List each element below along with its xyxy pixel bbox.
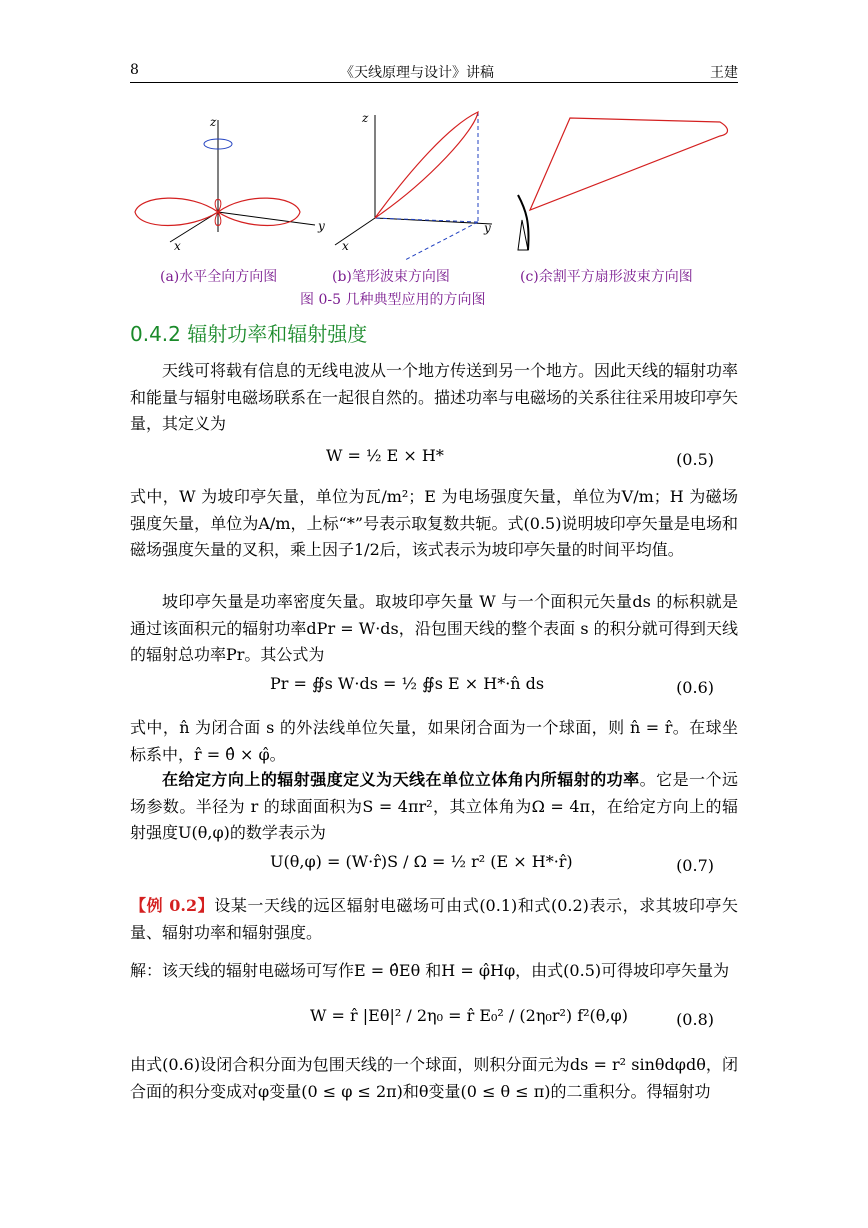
paragraph-4: 式中，n̂ 为闭合面 s 的外法线单位矢量，如果闭合面为一个球面，则 n̂ = r̂。在球坐标系中，r̂ = θ̂ × φ̂。 [130, 718, 738, 764]
caption-a: (a)水平全向方向图 [160, 269, 278, 285]
page-header [130, 58, 738, 83]
y-axis-label-b: y [484, 221, 491, 235]
definition-bold: 在给定方向上的辐射强度定义为天线在单位立体角内所辐射的功率 [162, 770, 640, 789]
caption-b: (b)笔形波束方向图 [332, 269, 450, 285]
figure-title: 图 0-5 几种典型应用的方向图 [300, 292, 486, 308]
example-paragraph [130, 893, 738, 946]
example-text: 设某一天线的远区辐射电磁场可由式(0.1)和式(0.2)表示，求其坡印亭矢量、辐射功率和辐射强度。 [130, 896, 738, 942]
section-heading: 0.4.2 辐射功率和辐射强度 [130, 322, 368, 346]
equation-expr: U(θ,φ) = (W·r̂)S / Ω = ½ r² (E × H*·r̂) [270, 852, 573, 871]
equation-0-5 [130, 440, 738, 480]
paragraph-5-rest: 。它是一个远场参数。半径为 r 的球面面积为S = 4πr²，其立体角为Ω = 4π，在给定方向上的辐射强度U(θ,φ)的数学表示为 [130, 770, 738, 842]
equation-expr: W = ½ E × H* [326, 446, 444, 465]
caption-c: (c)余割平方扇形波束方向图 [520, 269, 693, 285]
equation-number: (0.5) [676, 450, 714, 469]
radiation-pattern-figure [130, 100, 738, 270]
paragraph-2: 式中，W 为坡印亭矢量，单位为瓦/m²；E 为电场强度矢量，单位为V/m；H 为磁场强度矢量，单位为A/m，上标“*”号表示取复数共轭。式(0.5)说明坡印亭矢量是电场和磁场强度矢量的叉积，乘上因子1/2后，该式表示为坡印亭矢量的时间平均值。 [130, 487, 738, 559]
example-label: 【例 0.2】 [130, 896, 215, 915]
equation-number: (0.7) [676, 856, 714, 875]
paragraph-6: 由式(0.6)设闭合积分面为包围天线的一个球面，则积分面元为ds = r² sinθdφdθ，闭合面的积分变成对φ变量(0 ≤ φ ≤ 2π)和θ变量(0 ≤ θ ≤ π)的二重积分。得辐射功 [130, 1055, 738, 1101]
paragraph-3: 坡印亭矢量是功率密度矢量。取坡印亭矢量 W 与一个面积元矢量ds 的标积就是通过该面积元的辐射功率dPr = W·ds，沿包围天线的整个表面 s 的积分就可得到天线的辐射总功率Pr。其公式为 [130, 592, 738, 664]
x-axis-label-b: x [342, 239, 349, 253]
equation-number: (0.8) [676, 1010, 714, 1029]
equation-0-6 [130, 668, 738, 708]
omni-pattern-diagram [135, 115, 325, 253]
paragraph-1: 天线可将载有信息的无线电波从一个地方传送到另一个地方。因此天线的辐射功率和能量与辐射电磁场联系在一起很自然的。描述功率与电磁场的关系往往采用坡印亭矢量，其定义为 [130, 361, 739, 433]
x-axis-label: x [174, 239, 181, 253]
solution-line: 解：该天线的辐射电磁场可写作E = θ̂Eθ 和H = φ̂Hφ，由式(0.5)可得坡印亭矢量为 [130, 961, 730, 980]
running-title: 《天线原理与设计》讲稿 [340, 65, 494, 81]
author: 王建 [710, 65, 738, 81]
paragraph-5 [130, 767, 738, 847]
equation-0-7 [130, 846, 738, 886]
equation-expr: W = r̂ |Eθ|² / 2η₀ = r̂ E₀² / (2η₀r²) f²(θ,φ) [310, 1006, 628, 1025]
equation-number: (0.6) [676, 678, 714, 697]
page-number: 8 [130, 62, 139, 78]
z-axis-label: z [210, 115, 217, 129]
y-axis-label: y [318, 219, 325, 233]
pencil-beam-diagram [335, 111, 492, 260]
equation-expr: Pr = ∯s W·ds = ½ ∯s E × H*·n̂ ds [270, 674, 545, 693]
z-axis-label-b: z [362, 111, 369, 125]
cosecant-beam-diagram [518, 118, 728, 250]
equation-0-8 [130, 1000, 738, 1040]
